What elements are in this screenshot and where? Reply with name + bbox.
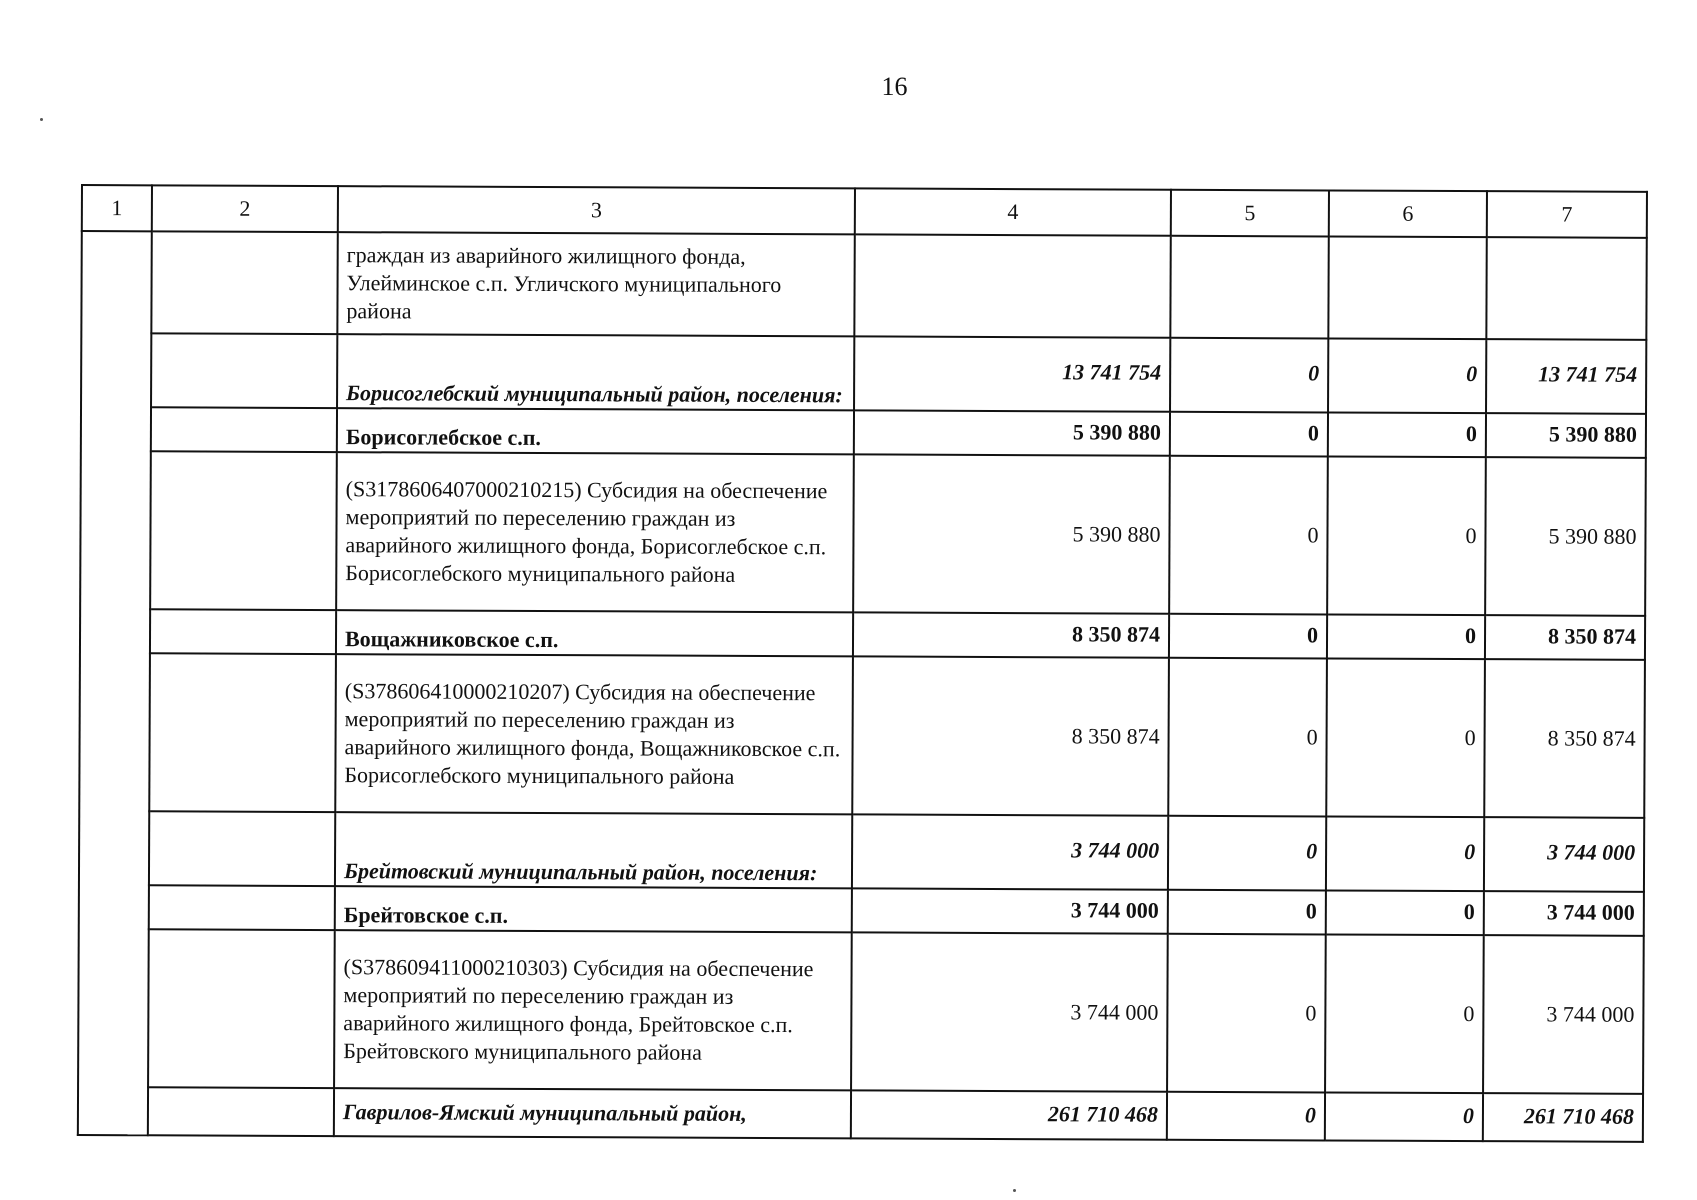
row-value-4 <box>854 234 1170 337</box>
table-row <box>81 333 1646 414</box>
row-description: (S3178606407000210215) Субсидия на обеспечение мероприятий по переселению граждан из аварийного жилищного фонда, Борисоглебское с.п. Борисоглебского муниципального района <box>336 452 854 612</box>
row-description: Брейтовский муниципальный район, поселения: <box>335 812 852 888</box>
row-value-4: 8 350 874 <box>852 656 1169 815</box>
header-col-2: 2 <box>152 185 338 232</box>
row-value-7: 3 744 000 <box>1484 891 1644 936</box>
row-value-5: 0 <box>1168 890 1326 935</box>
cell-col-2 <box>149 653 336 812</box>
table-row <box>79 811 1644 892</box>
row-value-5 <box>1170 236 1328 339</box>
cell-col-2 <box>151 333 337 408</box>
scan-speck <box>40 118 43 121</box>
row-value-5: 0 <box>1168 658 1327 817</box>
row-value-5: 0 <box>1170 338 1328 413</box>
header-col-5: 5 <box>1171 190 1329 237</box>
row-value-4: 3 744 000 <box>852 888 1168 933</box>
cell-col-2 <box>148 1087 334 1136</box>
page-number: 16 <box>881 72 908 101</box>
row-value-7: 13 741 754 <box>1486 339 1646 414</box>
row-description: (S378609411000210303) Субсидия на обеспечение мероприятий по переселению граждан из аварийного жилищного фонда, Брейтовское с.п. Брейтовского муниципального района <box>334 930 852 1090</box>
row-description: Брейтовское с.п. <box>335 886 852 932</box>
header-row <box>82 185 1647 238</box>
table-row <box>80 609 1645 660</box>
table-row <box>78 1087 1643 1142</box>
table-row <box>79 653 1645 818</box>
table-row <box>81 407 1646 458</box>
header-col-6: 6 <box>1329 190 1487 237</box>
budget-table <box>77 184 1648 1143</box>
row-value-4: 5 390 880 <box>853 454 1170 613</box>
row-value-6: 0 <box>1325 1092 1483 1141</box>
row-value-7: 8 350 874 <box>1484 659 1645 818</box>
row-description: граждан из аварийного жилищного фонда, Улейминское с.п. Угличского муниципального района <box>337 232 854 336</box>
row-value-5: 0 <box>1169 456 1328 615</box>
row-description: Вощажниковское с.п. <box>336 610 853 656</box>
row-value-6: 0 <box>1326 890 1484 935</box>
cell-col-2 <box>150 609 336 654</box>
cell-col-1 <box>78 231 152 1135</box>
table-row <box>78 929 1644 1094</box>
row-value-6 <box>1328 236 1486 339</box>
header-col-1: 1 <box>82 185 152 231</box>
header-col-7: 7 <box>1487 191 1647 238</box>
cell-col-2 <box>151 231 337 334</box>
row-description: Гаврилов-Ямский муниципальный район, <box>334 1088 851 1138</box>
row-value-7 <box>1486 237 1646 340</box>
row-value-5: 0 <box>1170 412 1328 457</box>
row-value-6: 0 <box>1328 412 1486 457</box>
row-value-6: 0 <box>1326 658 1485 817</box>
row-value-5: 0 <box>1167 934 1326 1093</box>
cell-col-2 <box>149 885 335 930</box>
header-col-3: 3 <box>338 186 855 234</box>
row-description: (S378606410000210207) Субсидия на обеспечение мероприятий по переселению граждан из аварийного жилищного фонда, Вощажниковское с.п. Борисоглебского муниципального района <box>335 654 853 814</box>
row-value-6: 0 <box>1328 338 1486 413</box>
row-value-7: 3 744 000 <box>1484 817 1644 892</box>
row-value-4: 3 744 000 <box>851 932 1168 1091</box>
cell-col-2 <box>151 407 337 452</box>
cell-col-2 <box>150 451 337 610</box>
row-value-5: 0 <box>1168 816 1326 891</box>
row-value-5: 0 <box>1167 1092 1325 1141</box>
row-value-4: 8 350 874 <box>853 612 1169 657</box>
table-row <box>80 451 1646 616</box>
cell-col-2 <box>148 929 335 1088</box>
row-value-6: 0 <box>1327 614 1485 659</box>
row-value-6: 0 <box>1326 816 1484 891</box>
row-value-4: 3 744 000 <box>852 814 1168 889</box>
row-value-7: 261 710 468 <box>1483 1093 1643 1142</box>
row-value-6: 0 <box>1327 456 1486 615</box>
row-value-6: 0 <box>1325 934 1484 1093</box>
row-value-7: 5 390 880 <box>1485 457 1646 616</box>
cell-col-2 <box>149 811 335 886</box>
row-value-7: 8 350 874 <box>1485 615 1645 660</box>
row-value-7: 3 744 000 <box>1483 935 1644 1094</box>
table-row <box>79 885 1644 936</box>
row-description: Борисоглебское с.п. <box>337 408 854 454</box>
row-value-4: 261 710 468 <box>851 1090 1167 1139</box>
table-row <box>81 231 1646 340</box>
scan-speck <box>1013 1189 1016 1192</box>
row-value-7: 5 390 880 <box>1486 413 1646 458</box>
row-value-4: 5 390 880 <box>854 410 1170 455</box>
header-col-4: 4 <box>855 188 1171 235</box>
row-value-5: 0 <box>1169 614 1327 659</box>
row-value-4: 13 741 754 <box>854 336 1170 411</box>
row-description: Борисоглебский муниципальный район, поселения: <box>337 334 854 410</box>
